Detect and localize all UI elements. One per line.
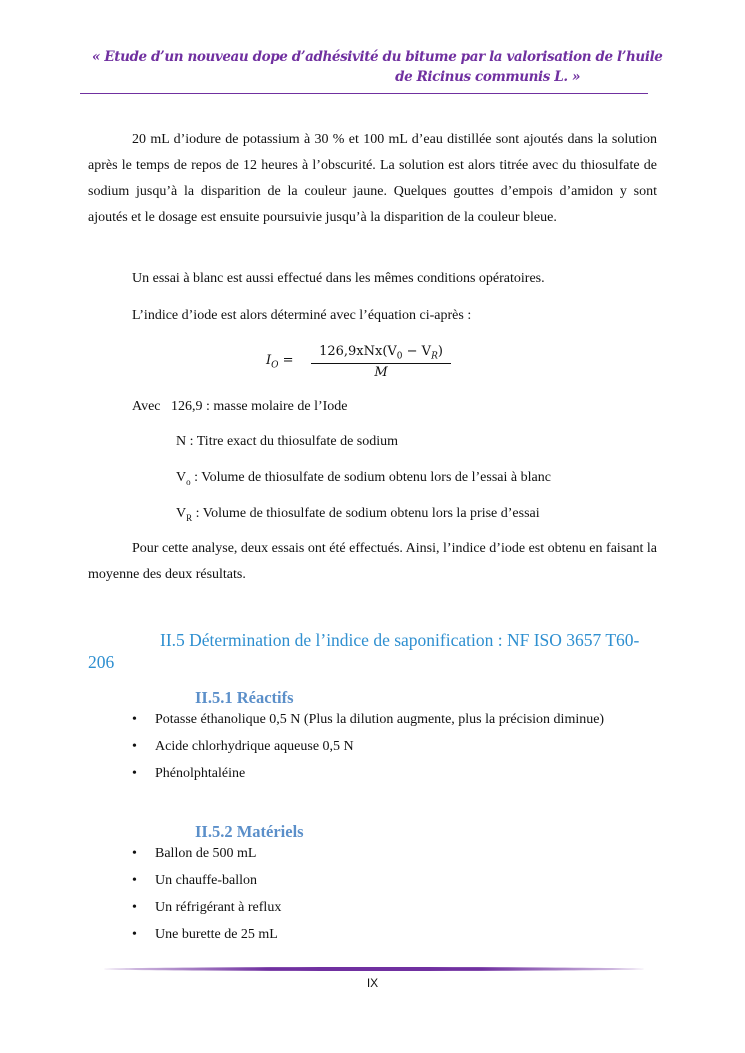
paragraph-1: 20 mL d’iodure de potassium à 30 % et 100 mL d’eau distillée sont ajoutés dans la solution après le temps de repos de 12 heures à l’obscurité. La solution est alors titrée avec du thiosulfate de sodium jusqu’à la disparition de la couleur jaune. Quelques gouttes d’empois d’amidon y sont ajoutés et le dosage est ensuite poursuivie jusqu’à la disparition de la couleur bleue.	[88, 132, 657, 225]
legend-vo: $V_o$ : Volume de thiosulfate de sodium obtenu lors de l’essai à blanc	[176, 470, 551, 487]
page-number: IX	[366, 976, 379, 990]
section-heading: II.5 Détermination de l’indice de saponification : NF ISO 3657 T60-	[160, 630, 640, 650]
header-line-2: de Ricinus communis L. »	[395, 69, 580, 85]
legend-avec: Avec 126,9 : masse molaire de l’Iode	[132, 399, 348, 414]
paragraph-4: Pour cette analyse, deux essais ont été effectués. Ainsi, l’indice d’iode est obtenu en faisant la moyenne des deux résultats.	[88, 541, 657, 582]
header-rule	[80, 93, 648, 94]
paragraph-3: L’indice d’iode est alors déterminé avec l’équation ci-après :	[132, 308, 472, 323]
subsection-reactifs-heading: II.5.1 Réactifs	[195, 688, 294, 707]
paragraph-2: Un essai à blanc est aussi effectué dans les mêmes conditions opératoires.	[132, 271, 545, 286]
document-page: « Etude d’un nouveau dope d’adhésivité du bitume par la valorisation de l’huile de Ricinus communis L. » 20 mL d’iodure de potassium à 30 % et 100 mL d’eau distillée sont ajoutés dans la solution après le temps de repos de 12 heures à l’obscurité. La solution est alors titrée avec du thiosulfate de sodium jusqu’à la disparition de la couleur jaune. Quelques gouttes d’empois d’amidon y sont ajoutés et le dosage est ensuite poursuivie jusqu’à la disparition de la couleur bleue. Un essai à blanc est aussi effectué dans les mêmes conditions opératoires. L’indice d’iode est alors déterminé avec l’équation ci-après : $I_O$ = $126,9xNx(V_0 - V_R)$ M Avec 126,9 : masse molaire de l’Iode N : Titre exact du thiosulfate de sodium $V_o$ : Volume de thiosulfate de sodium obtenu lors de l’essai à blanc $V_R$ : Volume de thiosulfate de sodium obtenu lors la prise d’essai Pour cette analyse, deux essais ont été effectués. Ainsi, l’indice d’iode est obtenu en faisant la moyenne des deux résultats. II.5 Détermination de l’indice de saponification : NF ISO 3657 T60- 206 II.5.1 Réactifs • Potasse éthanolique 0,5 N (Plus la dilution augmente, plus la précision diminue) • Acide chlorhydrique aqueuse 0,5 N • Phénolphtaléine II.5.2 Matériels • Ballon de 500 mL • Un chauffe-ballon • Un réfrigérant à reflux • Une burette de 25 mL IX	[0, 0, 745, 1053]
header-line-1: « Etude d’un nouveau dope d’adhésivité du bitume par la valorisation de l’huile	[92, 49, 663, 65]
legend-n: N : Titre exact du thiosulfate de sodium	[176, 434, 399, 449]
legend-vr: $V_R$ : Volume de thiosulfate de sodium obtenu lors la prise d’essai	[176, 506, 540, 523]
subsection-materiels-heading: II.5.2 Matériels	[195, 822, 304, 841]
footer-rule	[104, 967, 644, 971]
section-heading-cont: 206	[88, 652, 115, 672]
